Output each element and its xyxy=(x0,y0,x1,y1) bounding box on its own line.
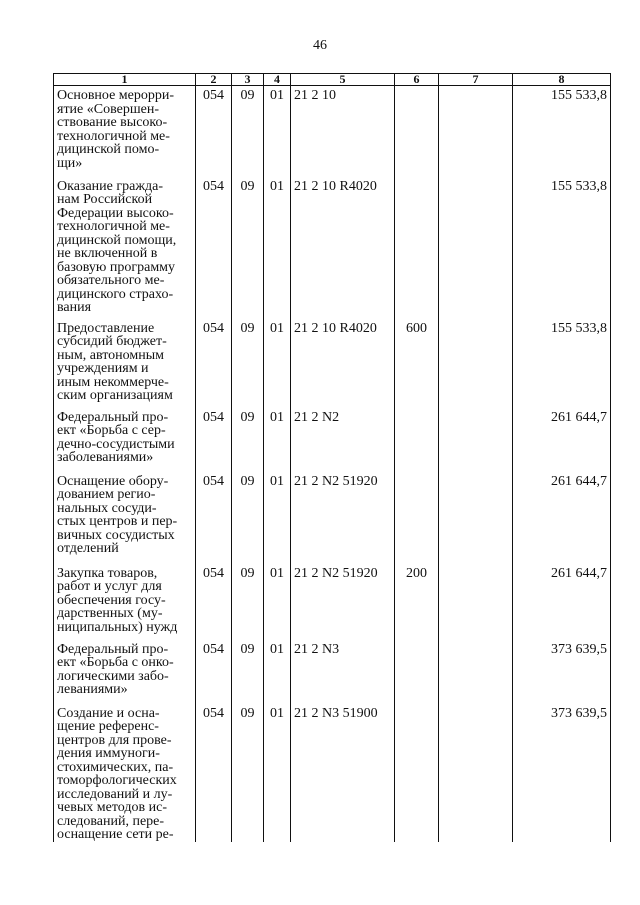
table-row xyxy=(54,564,611,640)
row-name: Предоставление субсидий бюджет- ным, автономным учреждениям и иным некоммерче- ским организациям xyxy=(54,319,196,408)
table-row xyxy=(54,640,611,704)
row-target-code: 21 2 10 xyxy=(291,86,395,177)
row-ministry-code: 054 xyxy=(196,177,232,319)
row-target-code: 21 2 10 R4020 xyxy=(291,177,395,319)
col-header-8: 8 xyxy=(513,74,611,86)
row-amount: 261 644,7 xyxy=(513,472,611,564)
row-amount: 155 533,8 xyxy=(513,86,611,177)
row-col7 xyxy=(439,564,513,640)
row-target-code: 21 2 N2 51920 xyxy=(291,472,395,564)
row-target-code: 21 2 N3 51900 xyxy=(291,704,395,842)
row-expense-type: 200 xyxy=(395,564,439,640)
row-name: Оказание гражда- нам Российской Федерации высоко- технологичной ме- дицинской помощи, не включенной в базовую программу обязательного ме- дицинского страхо- вания xyxy=(54,177,196,319)
row-subsection-code: 01 xyxy=(264,319,291,408)
row-ministry-code: 054 xyxy=(196,472,232,564)
row-ministry-code: 054 xyxy=(196,640,232,704)
col-header-1: 1 xyxy=(54,74,196,86)
table-row xyxy=(54,704,611,842)
row-subsection-code: 01 xyxy=(264,472,291,564)
col-header-7: 7 xyxy=(439,74,513,86)
row-name: Оснащение обору- дованием регио- нальных сосуди- стых центров и пер- вичных сосудистых отделений xyxy=(54,472,196,564)
row-amount: 373 639,5 xyxy=(513,640,611,704)
row-col7 xyxy=(439,472,513,564)
page-number: 46 xyxy=(313,38,327,53)
row-name: Закупка товаров, работ и услуг для обеспечения госу- дарственных (му- ниципальных) нужд xyxy=(54,564,196,640)
budget-table xyxy=(53,73,611,842)
row-subsection-code: 01 xyxy=(264,408,291,472)
row-col7 xyxy=(439,408,513,472)
row-section-code: 09 xyxy=(232,408,264,472)
row-ministry-code: 054 xyxy=(196,86,232,177)
row-ministry-code: 054 xyxy=(196,319,232,408)
row-name: Создание и осна- щение референс- центров для прове- дения иммуноги- стохимических, па- томорфологических исследований и лу- чевых методов ис- следований, пере- оснащение сети ре- xyxy=(54,704,196,842)
row-target-code: 21 2 N2 51920 xyxy=(291,564,395,640)
row-col7 xyxy=(439,86,513,177)
row-amount: 261 644,7 xyxy=(513,564,611,640)
row-subsection-code: 01 xyxy=(264,86,291,177)
row-col7 xyxy=(439,177,513,319)
row-section-code: 09 xyxy=(232,564,264,640)
col-header-5: 5 xyxy=(291,74,395,86)
row-section-code: 09 xyxy=(232,472,264,564)
row-expense-type xyxy=(395,640,439,704)
table-row xyxy=(54,319,611,408)
row-ministry-code: 054 xyxy=(196,408,232,472)
col-header-4: 4 xyxy=(264,74,291,86)
table-row xyxy=(54,86,611,177)
col-header-2: 2 xyxy=(196,74,232,86)
row-name: Основное мероpри- ятие «Совершен- ствование высоко- технологичной ме- дицинской помо- щи» xyxy=(54,86,196,177)
table-row xyxy=(54,177,611,319)
row-name: Федеральный про- ект «Борьба с сер- дечно-сосудистыми заболеваниями» xyxy=(54,408,196,472)
row-expense-type: 600 xyxy=(395,319,439,408)
row-expense-type xyxy=(395,86,439,177)
row-ministry-code: 054 xyxy=(196,704,232,842)
row-expense-type xyxy=(395,408,439,472)
row-subsection-code: 01 xyxy=(264,564,291,640)
table-row xyxy=(54,472,611,564)
row-subsection-code: 01 xyxy=(264,640,291,704)
row-section-code: 09 xyxy=(232,640,264,704)
row-col7 xyxy=(439,704,513,842)
row-target-code: 21 2 N2 xyxy=(291,408,395,472)
row-expense-type xyxy=(395,177,439,319)
row-section-code: 09 xyxy=(232,177,264,319)
row-subsection-code: 01 xyxy=(264,177,291,319)
row-target-code: 21 2 N3 xyxy=(291,640,395,704)
row-expense-type xyxy=(395,472,439,564)
row-section-code: 09 xyxy=(232,319,264,408)
row-col7 xyxy=(439,640,513,704)
row-target-code: 21 2 10 R4020 xyxy=(291,319,395,408)
row-name: Федеральный про- ект «Борьба с онко- логическими забо- леваниями» xyxy=(54,640,196,704)
row-amount: 373 639,5 xyxy=(513,704,611,842)
row-section-code: 09 xyxy=(232,704,264,842)
header-row xyxy=(54,74,611,86)
table-row xyxy=(54,408,611,472)
row-expense-type xyxy=(395,704,439,842)
row-amount: 155 533,8 xyxy=(513,177,611,319)
row-ministry-code: 054 xyxy=(196,564,232,640)
row-section-code: 09 xyxy=(232,86,264,177)
row-col7 xyxy=(439,319,513,408)
col-header-3: 3 xyxy=(232,74,264,86)
col-header-6: 6 xyxy=(395,74,439,86)
row-amount: 155 533,8 xyxy=(513,319,611,408)
row-subsection-code: 01 xyxy=(264,704,291,842)
row-amount: 261 644,7 xyxy=(513,408,611,472)
